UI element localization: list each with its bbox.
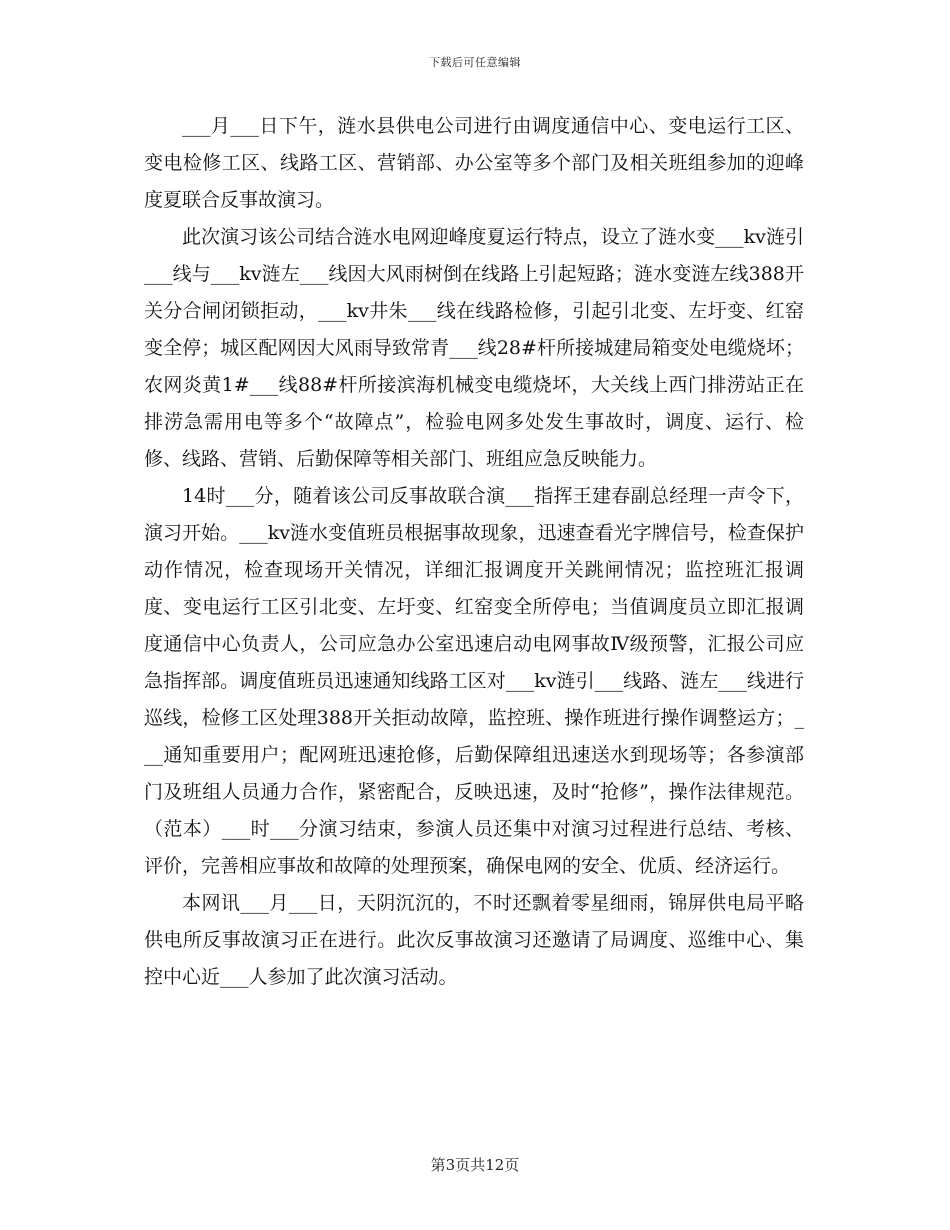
paragraph-1: ___月___日下午，涟水县供电公司进行由调度通信中心、变电运行工区、变电检修工区、线路工区、营销部、办公室等多个部门及相关班组参加的迎峰度夏联合反事故演习。 [144,115,804,211]
paragraph-4: 本网讯___月___日，天阴沉沉的，不时还飘着零星细雨，锦屏供电局平略供电所反事故演习正在进行。此次反事故演习还邀请了局调度、巡维中心、集控中心近___人参加了此次演习活动。 [144,892,804,988]
document-body [144,108,804,996]
paragraph-3: 14时___分，随着该公司反事故联合演___指挥王建春副总经理一声令下，演习开始。___kv涟水变值班员根据事故现象，迅速查看光字牌信号，检查保护动作情况，检查现场开关情况，详细汇报调度开关跳闸情况；监控班汇报调度、变电运行工区引北变、左圩变、红窑变全所停电；当值调度员立即汇报调度通信中心负责人，公司应急办公室迅速启动电网事故Ⅳ级预警，汇报公司应急指挥部。调度值班员迅速通知线路工区对___kv涟引___线路、涟左___线进行巡线，检修工区处理388开关拒动故障，监控班、操作班进行操作调整运方；___通知重要用户；配网班迅速抢修，后勤保障组迅速送水到现场等；各参演部门及班组人员通力合作，紧密配合，反映迅速，及时“抢修”，操作法律规范。（范本）___时___分演习结束，参演人员还集中对演习过程进行总结、考核、评价，完善相应事故和故障的处理预案，确保电网的安全、优质、经济运行。 [144,485,804,877]
paragraph-2: 此次演习该公司结合涟水电网迎峰度夏运行特点，设立了涟水变___kv涟引___线与___kv涟左___线因大风雨树倒在线路上引起短路；涟水变涟左线388开关分合闸闭锁拒动，___kv井朱___线在线路检修，引起引北变、左圩变、红窑变全停；城区配网因大风雨导致常青___线28#杆所接城建局箱变处电缆烧坏；农网炎黄1#___线88#杆所接滨海机械变电缆烧坏，大关线上西门排涝站正在排涝急需用电等多个“故障点”，检验电网多处发生事故时，调度、运行、检修、线路、营销、后勤保障等相关部门、班组应急反映能力。 [144,226,804,470]
page-header-note: 下载后可任意编辑 [429,56,521,69]
page-number-footer: 第3页共12页 [430,1156,520,1174]
